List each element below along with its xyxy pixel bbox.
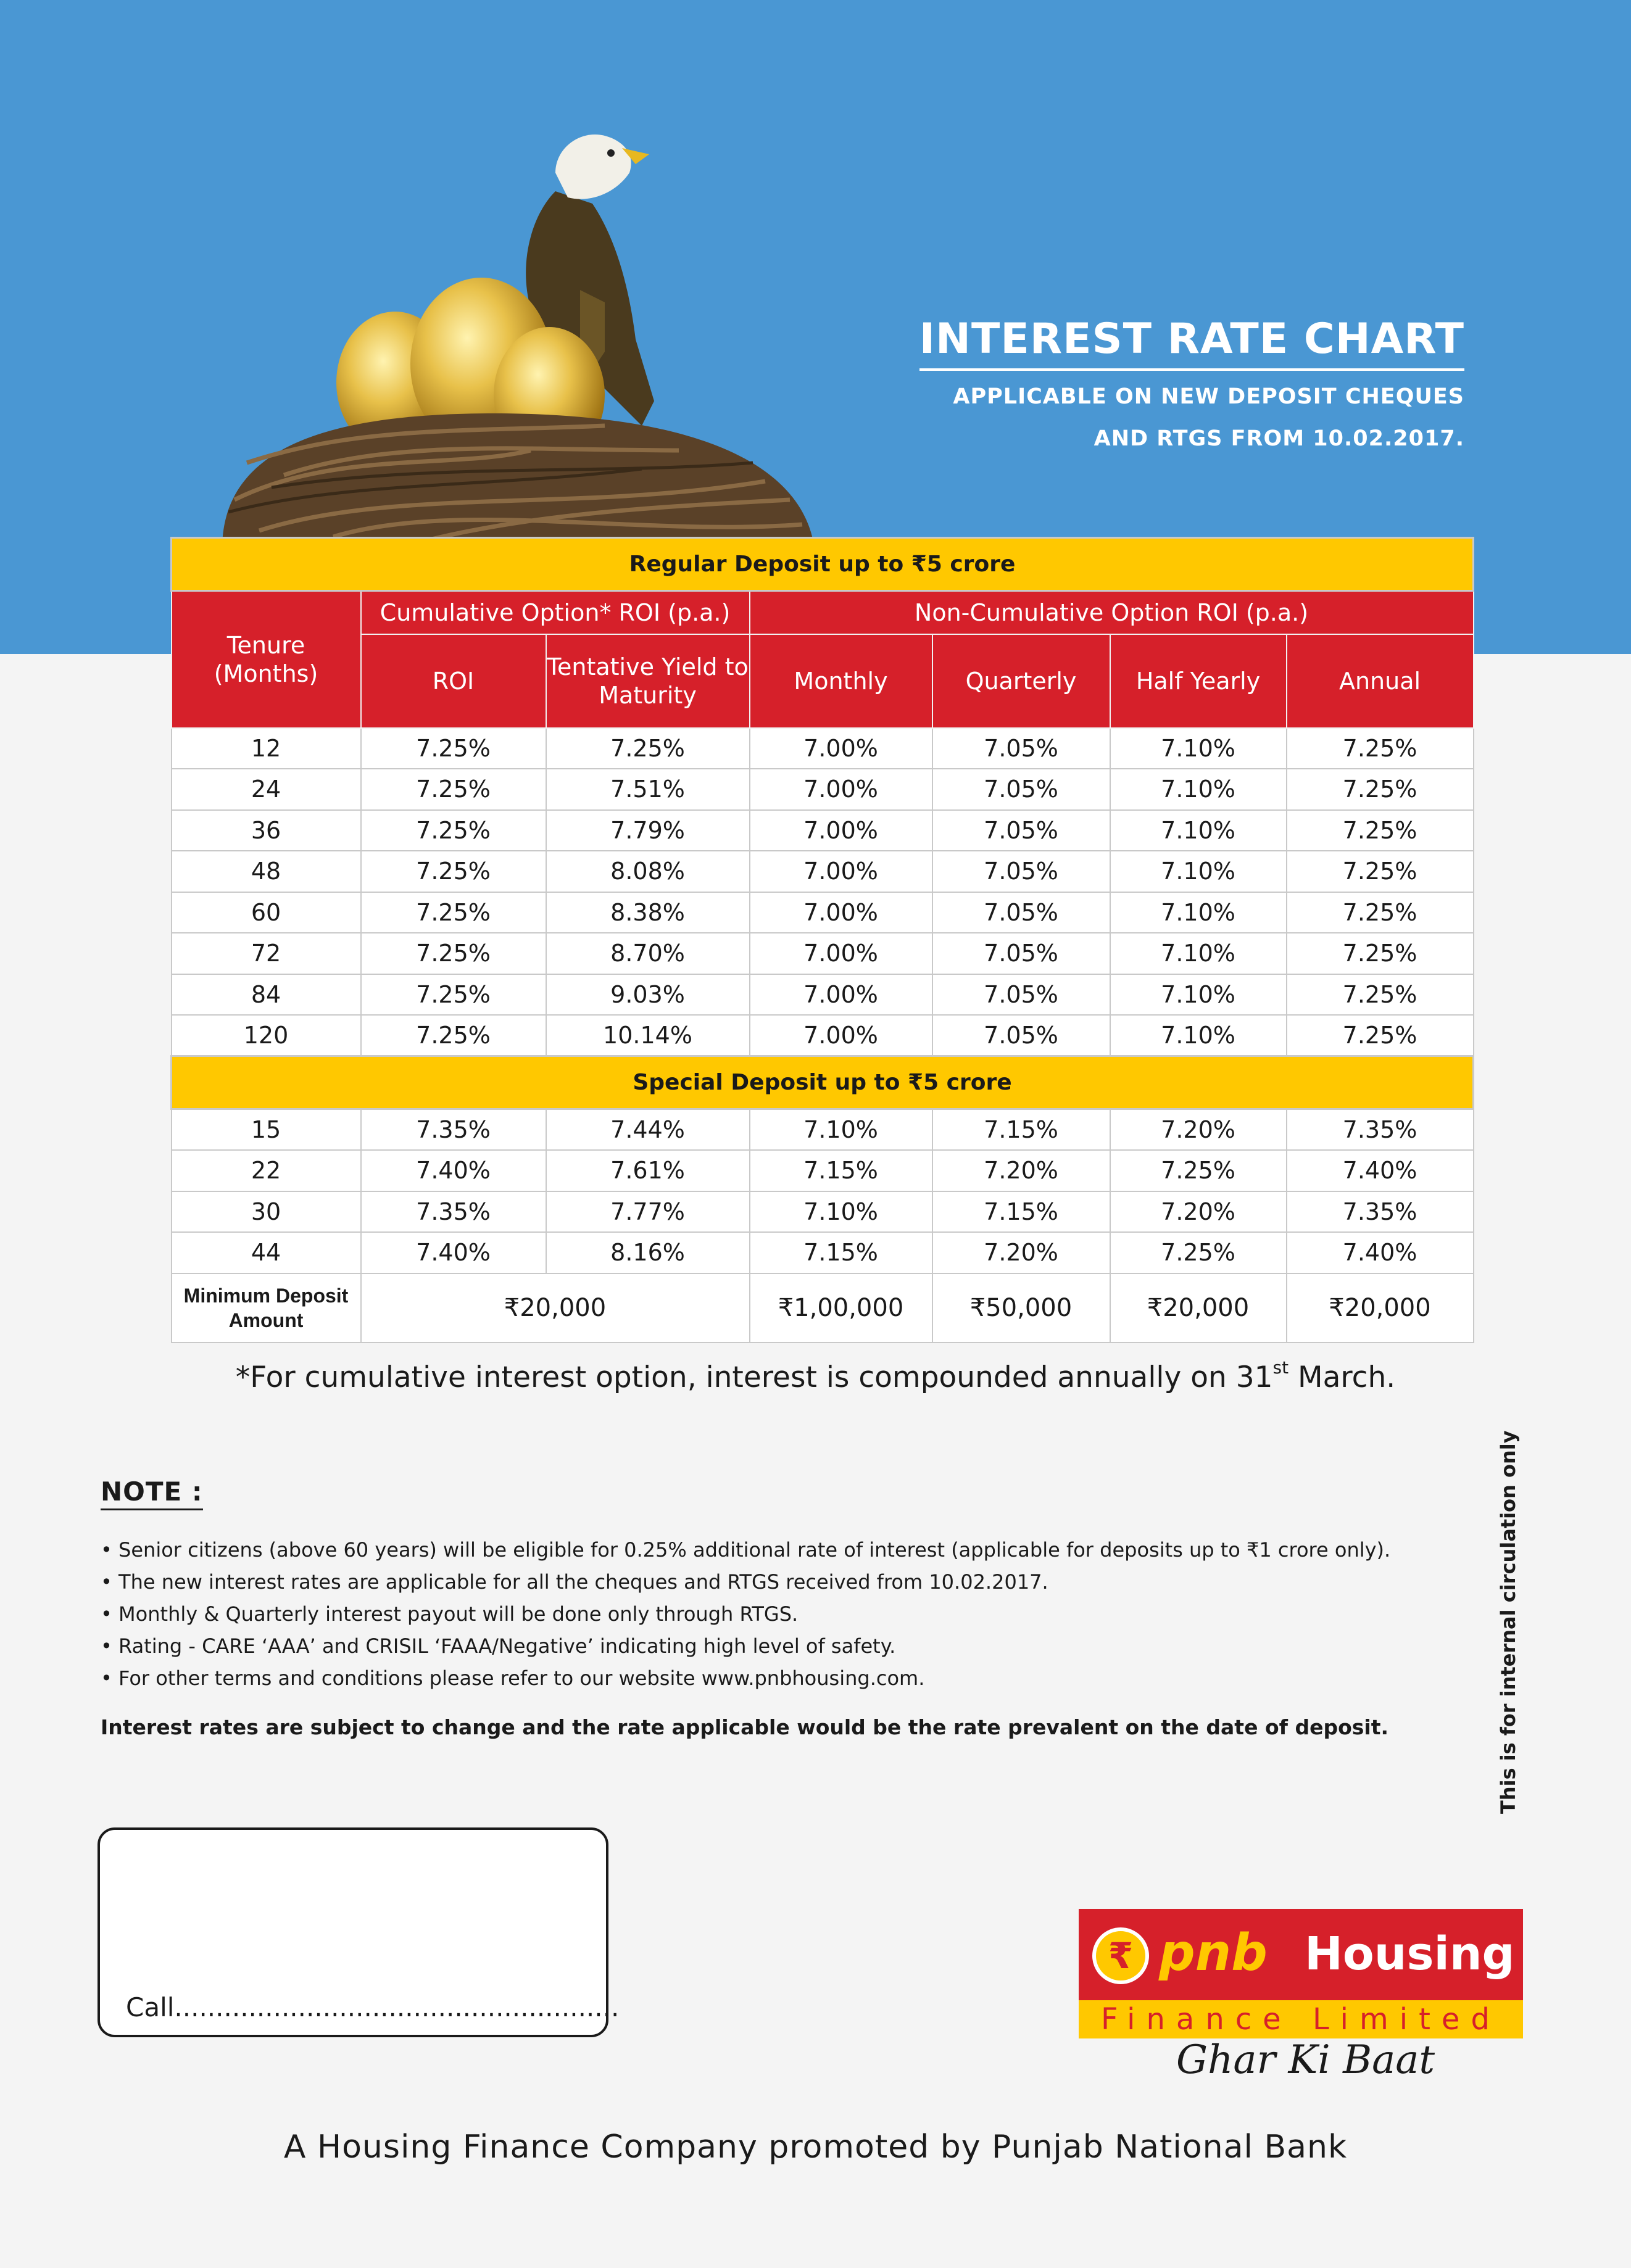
table-cell: 44 [172,1232,361,1273]
table-cell: 10.14% [546,1015,750,1056]
title-block [919,315,1464,455]
table-cell: 7.00% [750,851,932,892]
table-cell: 12 [172,728,361,769]
col-header-monthly: Monthly [750,634,932,728]
table-cell: 7.20% [932,1232,1110,1273]
footnote-end: March. [1289,1360,1396,1394]
note-item: • Rating - CARE ‘AAA’ and CRISIL ‘FAAA/Negative’ indicating high level of safety. [101,1630,1458,1662]
col-header-tenure: Tenure (Months) [172,591,361,728]
table-cell: 7.25% [1287,1015,1474,1056]
table-cell: 7.44% [546,1109,750,1151]
table-cell: 7.05% [932,851,1110,892]
table-row [172,933,1474,974]
table-row [172,728,1474,769]
special-deposit-band: Special Deposit up to ₹5 crore [172,1056,1474,1109]
table-cell: 8.38% [546,892,750,933]
table-cell: 7.25% [1287,974,1474,1016]
table-cell: 7.40% [1287,1232,1474,1273]
table-cell: 7.10% [1110,933,1287,974]
table-cell: 72 [172,933,361,974]
table-cell: 7.15% [932,1191,1110,1233]
table-row [172,1015,1474,1056]
call-box [98,1827,620,2037]
note-item: • The new interest rates are applicable for all the cheques and RTGS received from 10.02.2017. [101,1566,1458,1598]
note-item: • For other terms and conditions please refer to our website www.pnbhousing.com. [101,1662,1458,1694]
table-cell: 7.10% [750,1109,932,1151]
pnb-housing-logo [1079,1909,1523,2038]
interest-rate-table [170,537,1474,1343]
table-cell: 7.05% [932,728,1110,769]
table-cell: 7.25% [361,810,546,851]
table-cell: 7.25% [1110,1232,1287,1273]
min-deposit-annual: ₹20,000 [1287,1273,1474,1343]
table-cell: 84 [172,974,361,1016]
regular-deposit-band: Regular Deposit up to ₹5 crore [172,538,1474,591]
table-cell: 7.35% [1287,1191,1474,1233]
table-cell: 7.10% [750,1191,932,1233]
page-subtitle-line2: AND RTGS FROM 10.02.2017. [1094,426,1464,451]
notes-list [101,1534,1458,1694]
table-cell: 7.40% [1287,1150,1474,1191]
logo-tagline: Ghar Ki Baat [1176,2037,1435,2083]
table-cell: 7.00% [750,769,932,810]
table-cell: 7.61% [546,1150,750,1191]
footnote-text: *For cumulative interest option, interest is compounded annually on 31 [235,1360,1273,1394]
table-cell: 8.16% [546,1232,750,1273]
table-cell: 7.05% [932,892,1110,933]
logo-red-panel [1079,1909,1523,2000]
table-cell: 7.25% [1110,1150,1287,1191]
table-cell: 7.25% [361,769,546,810]
table-cell: 7.00% [750,892,932,933]
table-cell: 7.15% [750,1232,932,1273]
table-cell: 7.25% [1287,892,1474,933]
table-cell: 7.20% [1110,1191,1287,1233]
table-cell: 8.70% [546,933,750,974]
rate-disclaimer: Interest rates are subject to change and the rate applicable would be the rate prevalent on the date of deposit. [101,1715,1389,1739]
table-cell: 7.25% [1287,769,1474,810]
table-cell: 7.25% [361,851,546,892]
table-cell: 7.05% [932,1015,1110,1056]
col-header-cumulative: Cumulative Option* ROI (p.a.) [361,591,750,634]
min-deposit-cumulative: ₹20,000 [361,1273,750,1343]
footnote-sup: st [1272,1357,1289,1378]
col-header-annual: Annual [1287,634,1474,728]
table-cell: 7.40% [361,1150,546,1191]
table-cell: 48 [172,851,361,892]
table-cell: 7.05% [932,769,1110,810]
col-header-roi: ROI [361,634,546,728]
table-cell: 7.20% [1110,1109,1287,1151]
table-cell: 7.10% [1110,769,1287,810]
table-cell: 7.77% [546,1191,750,1233]
table-cell: 7.00% [750,810,932,851]
table-cell: 9.03% [546,974,750,1016]
rupee-house-icon [1092,1927,1149,1984]
table-cell: 7.25% [1287,728,1474,769]
table-cell: 15 [172,1109,361,1151]
min-deposit-quarterly: ₹50,000 [932,1273,1110,1343]
col-header-half-yearly: Half Yearly [1110,634,1287,728]
table-cell: 60 [172,892,361,933]
table-cell: 7.10% [1110,728,1287,769]
table-cell: 7.35% [361,1109,546,1151]
table-cell: 8.08% [546,851,750,892]
table-cell: 7.00% [750,728,932,769]
table-cell: 7.25% [546,728,750,769]
eagle-nest-golden-eggs-image [210,105,827,549]
table-cell: 7.51% [546,769,750,810]
table-row [172,892,1474,933]
internal-circulation-note: This is for internal circulation only [1496,1430,1520,1814]
col-header-noncumulative: Non-Cumulative Option ROI (p.a.) [750,591,1474,634]
table-cell: 7.00% [750,1015,932,1056]
promoted-by-footer: A Housing Finance Company promoted by Punjab National Bank [283,2129,1348,2166]
table-cell: 7.05% [932,933,1110,974]
call-label: Call...................................................... [126,1992,620,2022]
table-cell: 30 [172,1191,361,1233]
table-cell: 7.25% [361,1015,546,1056]
table-cell: 7.25% [361,892,546,933]
table-row [172,851,1474,892]
table-cell: 22 [172,1150,361,1191]
table-cell: 7.25% [1287,810,1474,851]
table-cell: 7.10% [1110,1015,1287,1056]
table-cell: 7.35% [361,1191,546,1233]
page-subtitle-line1: APPLICABLE ON NEW DEPOSIT CHEQUES [953,384,1464,409]
table-cell: 7.10% [1110,892,1287,933]
table-cell: 36 [172,810,361,851]
table-cell: 7.10% [1110,810,1287,851]
table-cell: 7.15% [750,1150,932,1191]
logo-pnb-text: pnb [1159,1924,1268,1982]
table-cell: 120 [172,1015,361,1056]
table-cell: 7.40% [361,1232,546,1273]
page-title: INTEREST RATE CHART [919,315,1464,371]
table-cell: 7.10% [1110,974,1287,1016]
table-row [172,974,1474,1016]
col-header-quarterly: Quarterly [932,634,1110,728]
table-cell: 7.25% [1287,851,1474,892]
table-cell: 7.25% [1287,933,1474,974]
table-cell: 7.05% [932,810,1110,851]
note-heading: NOTE : [101,1476,203,1507]
cumulative-footnote [0,1357,1631,1394]
min-deposit-monthly: ₹1,00,000 [750,1273,932,1343]
table-cell: 7.00% [750,974,932,1016]
table-row [172,810,1474,851]
table-cell: 7.25% [361,728,546,769]
table-cell: 7.10% [1110,851,1287,892]
table-row [172,1150,1474,1191]
table-cell: 7.20% [932,1150,1110,1191]
note-item: • Senior citizens (above 60 years) will be eligible for 0.25% additional rate of interest (applicable for deposits up to ₹1 crore only). [101,1534,1458,1566]
min-deposit-half-yearly: ₹20,000 [1110,1273,1287,1343]
table-row [172,1109,1474,1151]
table-cell: 24 [172,769,361,810]
logo-finance-bar: Finance Limited [1079,2000,1523,2038]
note-item: • Monthly & Quarterly interest payout will be done only through RTGS. [101,1598,1458,1630]
logo-housing-text: Housing [1305,1927,1515,1980]
table-cell: 7.15% [932,1109,1110,1151]
col-header-yield: Tentative Yield to Maturity [546,634,750,728]
table-cell: 7.00% [750,933,932,974]
table-cell: 7.25% [361,974,546,1016]
table-row [172,1232,1474,1273]
table-row [172,769,1474,810]
min-deposit-label: Minimum Deposit Amount [172,1273,361,1343]
table-cell: 7.79% [546,810,750,851]
table-row [172,1191,1474,1233]
table-cell: 7.35% [1287,1109,1474,1151]
table-cell: 7.05% [932,974,1110,1016]
table-cell: 7.25% [361,933,546,974]
